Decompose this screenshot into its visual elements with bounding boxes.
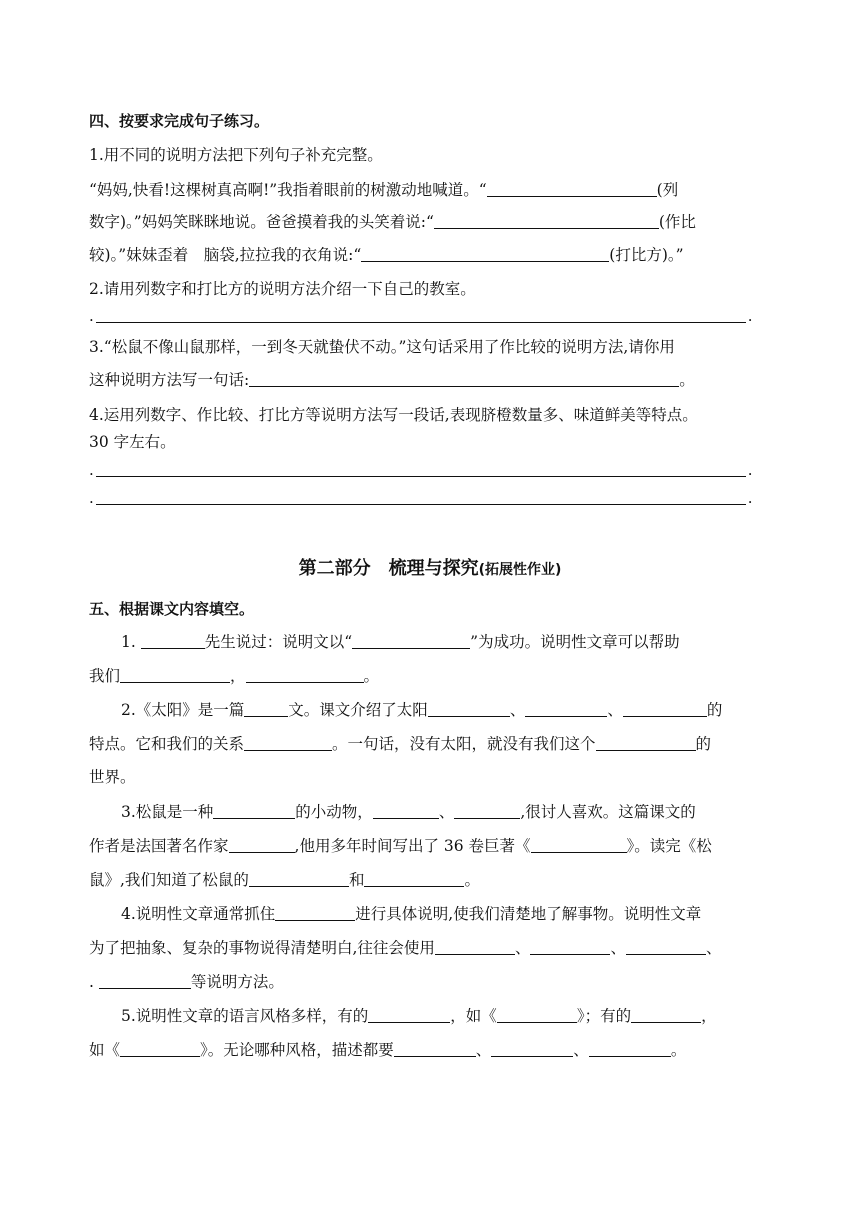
text: 较)。”妹妹歪着 脑袋,拉拉我的衣角说:“ (89, 246, 362, 264)
s4-q4-line2: 30 字左右。 (89, 433, 176, 451)
answer-blank[interactable] (368, 1005, 450, 1023)
answer-blank[interactable] (213, 801, 295, 819)
s5-q4-line3 (89, 971, 284, 992)
answer-blank[interactable] (275, 903, 355, 921)
answer-blank[interactable] (631, 1005, 701, 1023)
text: 、 (607, 701, 623, 719)
s5-q2-line2 (89, 733, 711, 754)
text: 4.说明性文章通常抓住 (121, 905, 276, 923)
answer-blank[interactable] (373, 801, 439, 819)
s4-q2-prompt: 2.请用列数字和打比方的说明方法介绍一下自己的教室。 (89, 280, 476, 298)
answer-blank[interactable] (596, 733, 696, 751)
text: ,他用多年时间写出了 36 卷巨著《 (294, 837, 531, 855)
s4-q3-line2 (89, 369, 695, 390)
answer-blank[interactable] (435, 937, 515, 955)
answer-line[interactable] (89, 306, 753, 326)
answer-blank[interactable] (99, 971, 191, 989)
text: 鼠》,我们知道了松鼠的 (89, 871, 249, 889)
answer-blank[interactable] (244, 699, 288, 717)
section-5-heading: 五、根据课文内容填空。 (89, 600, 255, 618)
text: . (89, 973, 99, 991)
text: 文。课文介绍了太阳 (288, 701, 428, 719)
answer-blank[interactable] (497, 1005, 577, 1023)
text: 3.松鼠是一种 (121, 803, 214, 821)
line-end-mark: . (747, 489, 753, 507)
s4-q1-line2 (89, 211, 696, 232)
text: 、 (475, 1041, 492, 1059)
s5-q2-line1 (121, 699, 722, 720)
s5-q4-line2 (89, 937, 721, 958)
text: 等说明方法。 (190, 973, 284, 991)
answer-blank[interactable] (531, 835, 627, 853)
text: 这种说明方法写一句话: (89, 371, 250, 389)
text: 。 (670, 1041, 687, 1059)
text: 。 (464, 871, 480, 889)
s4-q4-line1: 4.运用列数字、作比较、打比方等说明方法写一段话,表现脐橙数量多、味道鲜美等特点。 (89, 406, 698, 424)
text: 1. (121, 633, 141, 651)
answer-blank[interactable] (454, 801, 520, 819)
text: 我们 (89, 667, 121, 685)
answer-rule[interactable] (96, 461, 746, 477)
text: 、 (610, 939, 626, 957)
text: ，如《 (450, 1007, 497, 1025)
s4-q1-prompt: 1.用不同的说明方法把下列句子补充完整。 (89, 146, 383, 164)
s5-q1-line1 (121, 631, 680, 652)
answer-blank[interactable] (623, 699, 707, 717)
text: (打比方)。” (609, 246, 684, 264)
answer-blank[interactable] (364, 869, 464, 887)
answer-blank[interactable] (244, 733, 332, 751)
answer-blank[interactable] (626, 937, 706, 955)
answer-blank[interactable] (394, 1039, 476, 1057)
text: “妈妈,快看!这棵树真高啊!”我指着眼前的树激动地喊道。“ (89, 181, 487, 199)
part-2-title (0, 556, 860, 583)
text: 的 (706, 701, 723, 719)
answer-blank[interactable] (352, 631, 470, 649)
answer-rule[interactable] (96, 307, 746, 323)
answer-blank[interactable] (428, 699, 510, 717)
s5-q3-line1 (121, 801, 696, 822)
answer-blank[interactable] (491, 1039, 573, 1057)
answer-blank[interactable] (530, 937, 610, 955)
answer-blank[interactable] (361, 244, 609, 262)
text: ， (230, 667, 246, 685)
text: (作比 (658, 213, 696, 231)
answer-blank[interactable] (487, 179, 657, 197)
text: 5.说明性文章的语言风格多样，有的 (121, 1007, 369, 1025)
section-4-heading: 四、按要求完成句子练习。 (89, 112, 270, 130)
text: 2.《太阳》是一篇 (121, 701, 245, 719)
text: 如《 (89, 1041, 121, 1059)
answer-blank[interactable] (120, 665, 230, 683)
text: 的小动物， (295, 803, 373, 821)
text: ”为成功。说明性文章可以帮助 (470, 633, 680, 651)
text: ， (701, 1007, 717, 1025)
text: 》。读完《松 (626, 837, 712, 855)
text: 、 (573, 1041, 589, 1059)
s5-q2-line3: 世界。 (89, 768, 136, 786)
text: 进行具体说明,使我们清楚地了解事物。说明性文章 (355, 905, 702, 923)
line-end-mark: . (747, 461, 753, 479)
answer-blank[interactable] (246, 665, 364, 683)
answer-blank[interactable] (589, 1039, 671, 1057)
text: 和 (348, 871, 365, 889)
answer-line[interactable] (89, 488, 753, 508)
s5-q3-line2 (89, 835, 712, 856)
answer-blank[interactable] (525, 699, 607, 717)
s4-q1-line1 (89, 179, 678, 200)
answer-blank[interactable] (229, 835, 295, 853)
answer-blank[interactable] (120, 1039, 200, 1057)
answer-rule[interactable] (96, 489, 746, 505)
line-start-mark: . (89, 307, 94, 325)
text: 、 (705, 939, 722, 957)
text: 数字)。”妈妈笑眯眯地说。爸爸摸着我的头笑着说:“ (89, 213, 434, 231)
text: 特点。它和我们的关系 (89, 735, 245, 753)
text: (列 (656, 181, 679, 199)
part-2-main-title: 第二部分 梳理与探究 (298, 558, 479, 579)
s4-q1-line3 (89, 244, 684, 265)
text: 为了把抽象、复杂的事物说得清楚明白,往往会使用 (89, 939, 435, 957)
text: 》。无论哪种风格，描述都要 (200, 1041, 394, 1059)
text: 、 (438, 803, 455, 821)
text: 、 (514, 939, 531, 957)
text: 、 (509, 701, 526, 719)
answer-blank[interactable] (249, 869, 349, 887)
part-2-subtitle: (拓展性作业) (478, 562, 562, 578)
answer-blank[interactable] (434, 211, 659, 229)
text: 的 (695, 735, 712, 753)
answer-blank[interactable] (141, 631, 205, 649)
line-start-mark: . (89, 461, 94, 479)
s5-q5-line1 (121, 1005, 717, 1026)
line-start-mark: . (89, 489, 94, 507)
line-end-mark: . (747, 307, 753, 325)
s5-q4-line1 (121, 903, 701, 924)
s4-q3-line1: 3.“松鼠不像山鼠那样，一到冬天就蛰伏不动。”这句话采用了作比较的说明方法,请你用 (89, 338, 675, 356)
text: 。一句话，没有太阳，就没有我们这个 (332, 735, 596, 753)
text: 先生说过：说明文以“ (204, 633, 353, 651)
text: 。 (679, 371, 695, 389)
s5-q1-line2 (89, 665, 379, 686)
s5-q3-line3 (89, 869, 480, 890)
answer-blank[interactable] (249, 369, 679, 387)
text: 》；有的 (576, 1007, 632, 1025)
text: ,很讨人喜欢。这篇课文的 (520, 803, 696, 821)
text: 。 (363, 667, 380, 685)
answer-line[interactable] (89, 460, 753, 480)
s5-q5-line2 (89, 1039, 686, 1060)
text: 作者是法国著名作家 (89, 837, 229, 855)
